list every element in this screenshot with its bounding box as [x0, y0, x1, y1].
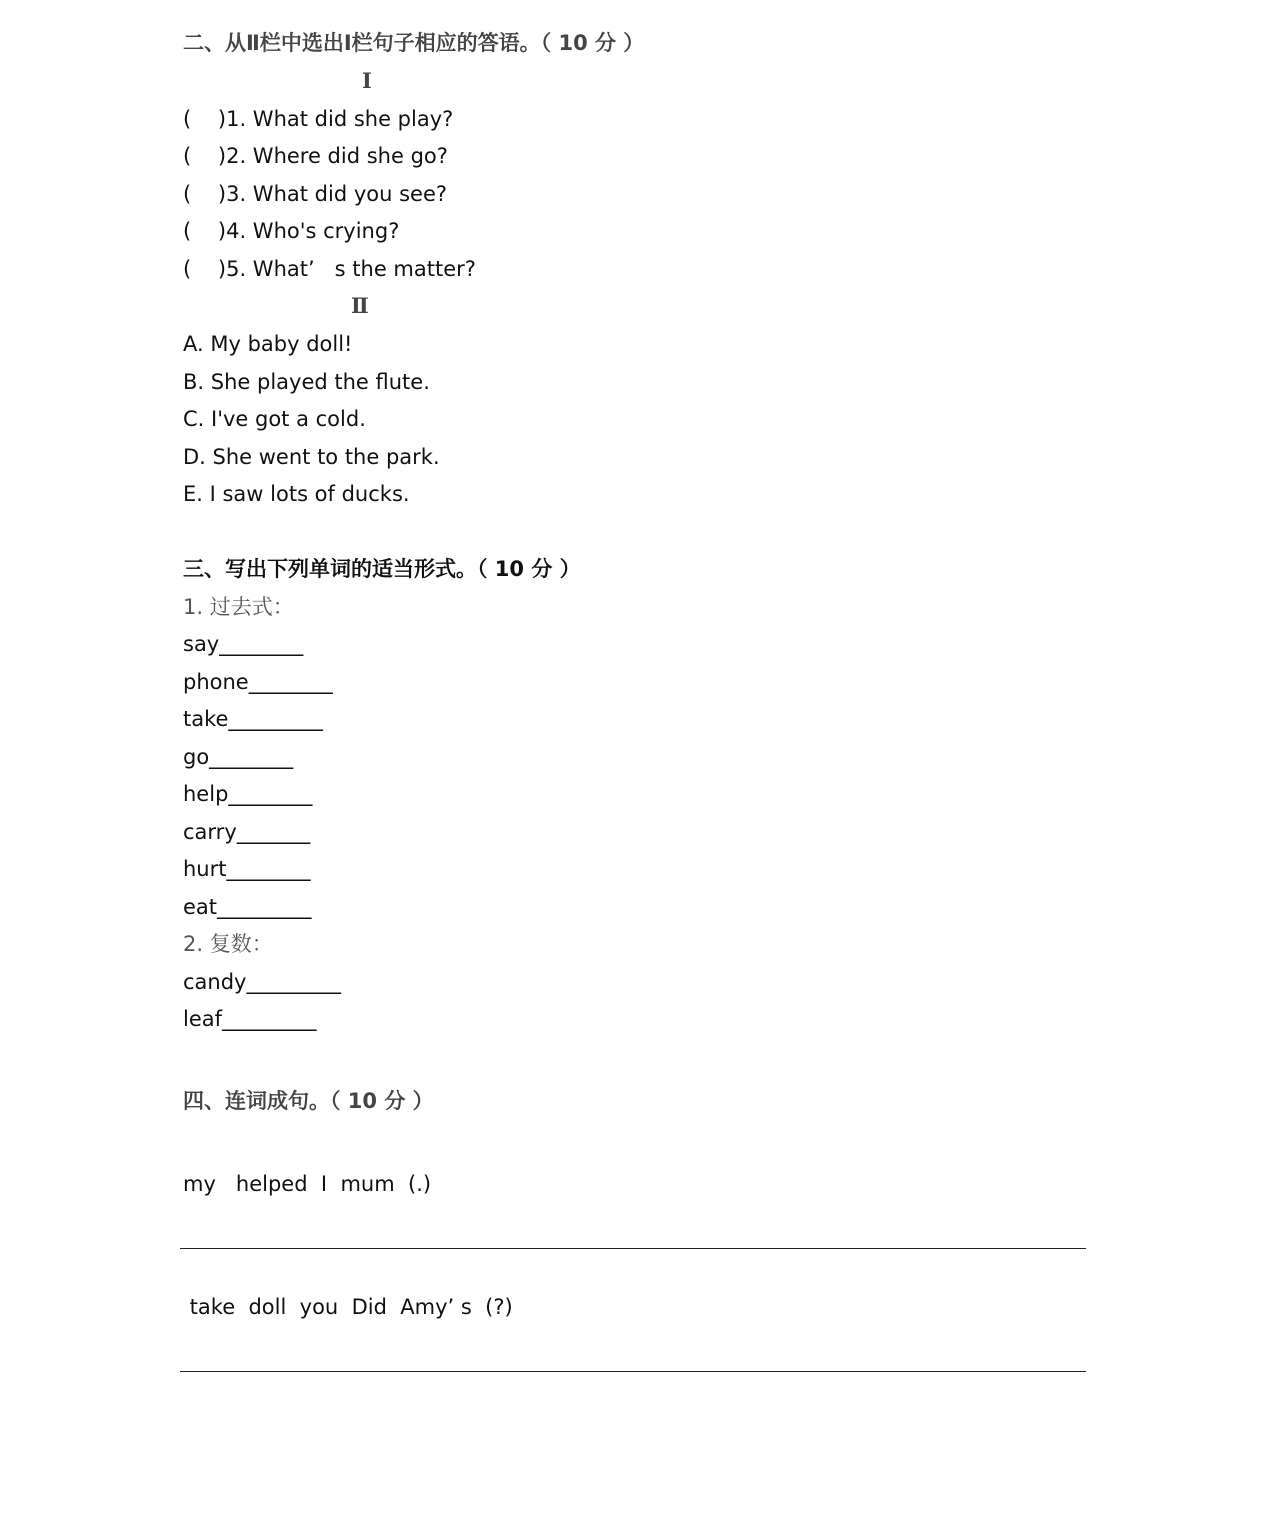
word-blank: phone________ [183, 670, 333, 694]
question-item: ( )3. What did you see? [183, 182, 448, 206]
section3-title: 三、写出下列单词的适当形式。（ 10 分 ） [183, 557, 581, 581]
word-blank: candy_________ [183, 970, 341, 994]
subheading-past-tense: 1. 过去式： [183, 595, 294, 619]
word-blank: carry_______ [183, 820, 311, 844]
question-item: ( )2. Where did she go? [183, 144, 448, 168]
question-item: ( )5. What’ s the matter? [183, 257, 476, 281]
answer-item: B. She played the flute. [183, 370, 430, 394]
scrambled-sentence: take doll you Did Amy’ s (?) [183, 1295, 513, 1319]
answer-item: C. I've got a cold. [183, 407, 366, 431]
column-2-label: Ⅱ [351, 293, 369, 318]
word-blank: help________ [183, 782, 313, 806]
word-blank: eat_________ [183, 895, 312, 919]
subheading-plural: 2. 复数： [183, 932, 273, 956]
answer-item: D. She went to the park. [183, 445, 440, 469]
word-blank: take_________ [183, 707, 323, 731]
answer-line [180, 1371, 1086, 1372]
scrambled-sentence: my helped I mum (.) [183, 1172, 432, 1196]
word-blank: go________ [183, 745, 294, 769]
section2-title: 二、从Ⅱ栏中选出Ⅰ栏句子相应的答语。（ 10 分 ） [183, 31, 645, 55]
question-item: ( )4. Who's crying? [183, 219, 400, 243]
answer-line [180, 1248, 1086, 1249]
answer-item: A. My baby doll! [183, 332, 353, 356]
word-blank: hurt________ [183, 857, 311, 881]
question-item: ( )1. What did she play? [183, 107, 454, 131]
column-1-label: Ⅰ [362, 68, 372, 93]
answer-item: E. I saw lots of ducks. [183, 482, 410, 506]
word-blank: say________ [183, 632, 304, 656]
section4-title: 四、连词成句。（ 10 分 ） [183, 1089, 434, 1113]
word-blank: leaf_________ [183, 1007, 317, 1031]
